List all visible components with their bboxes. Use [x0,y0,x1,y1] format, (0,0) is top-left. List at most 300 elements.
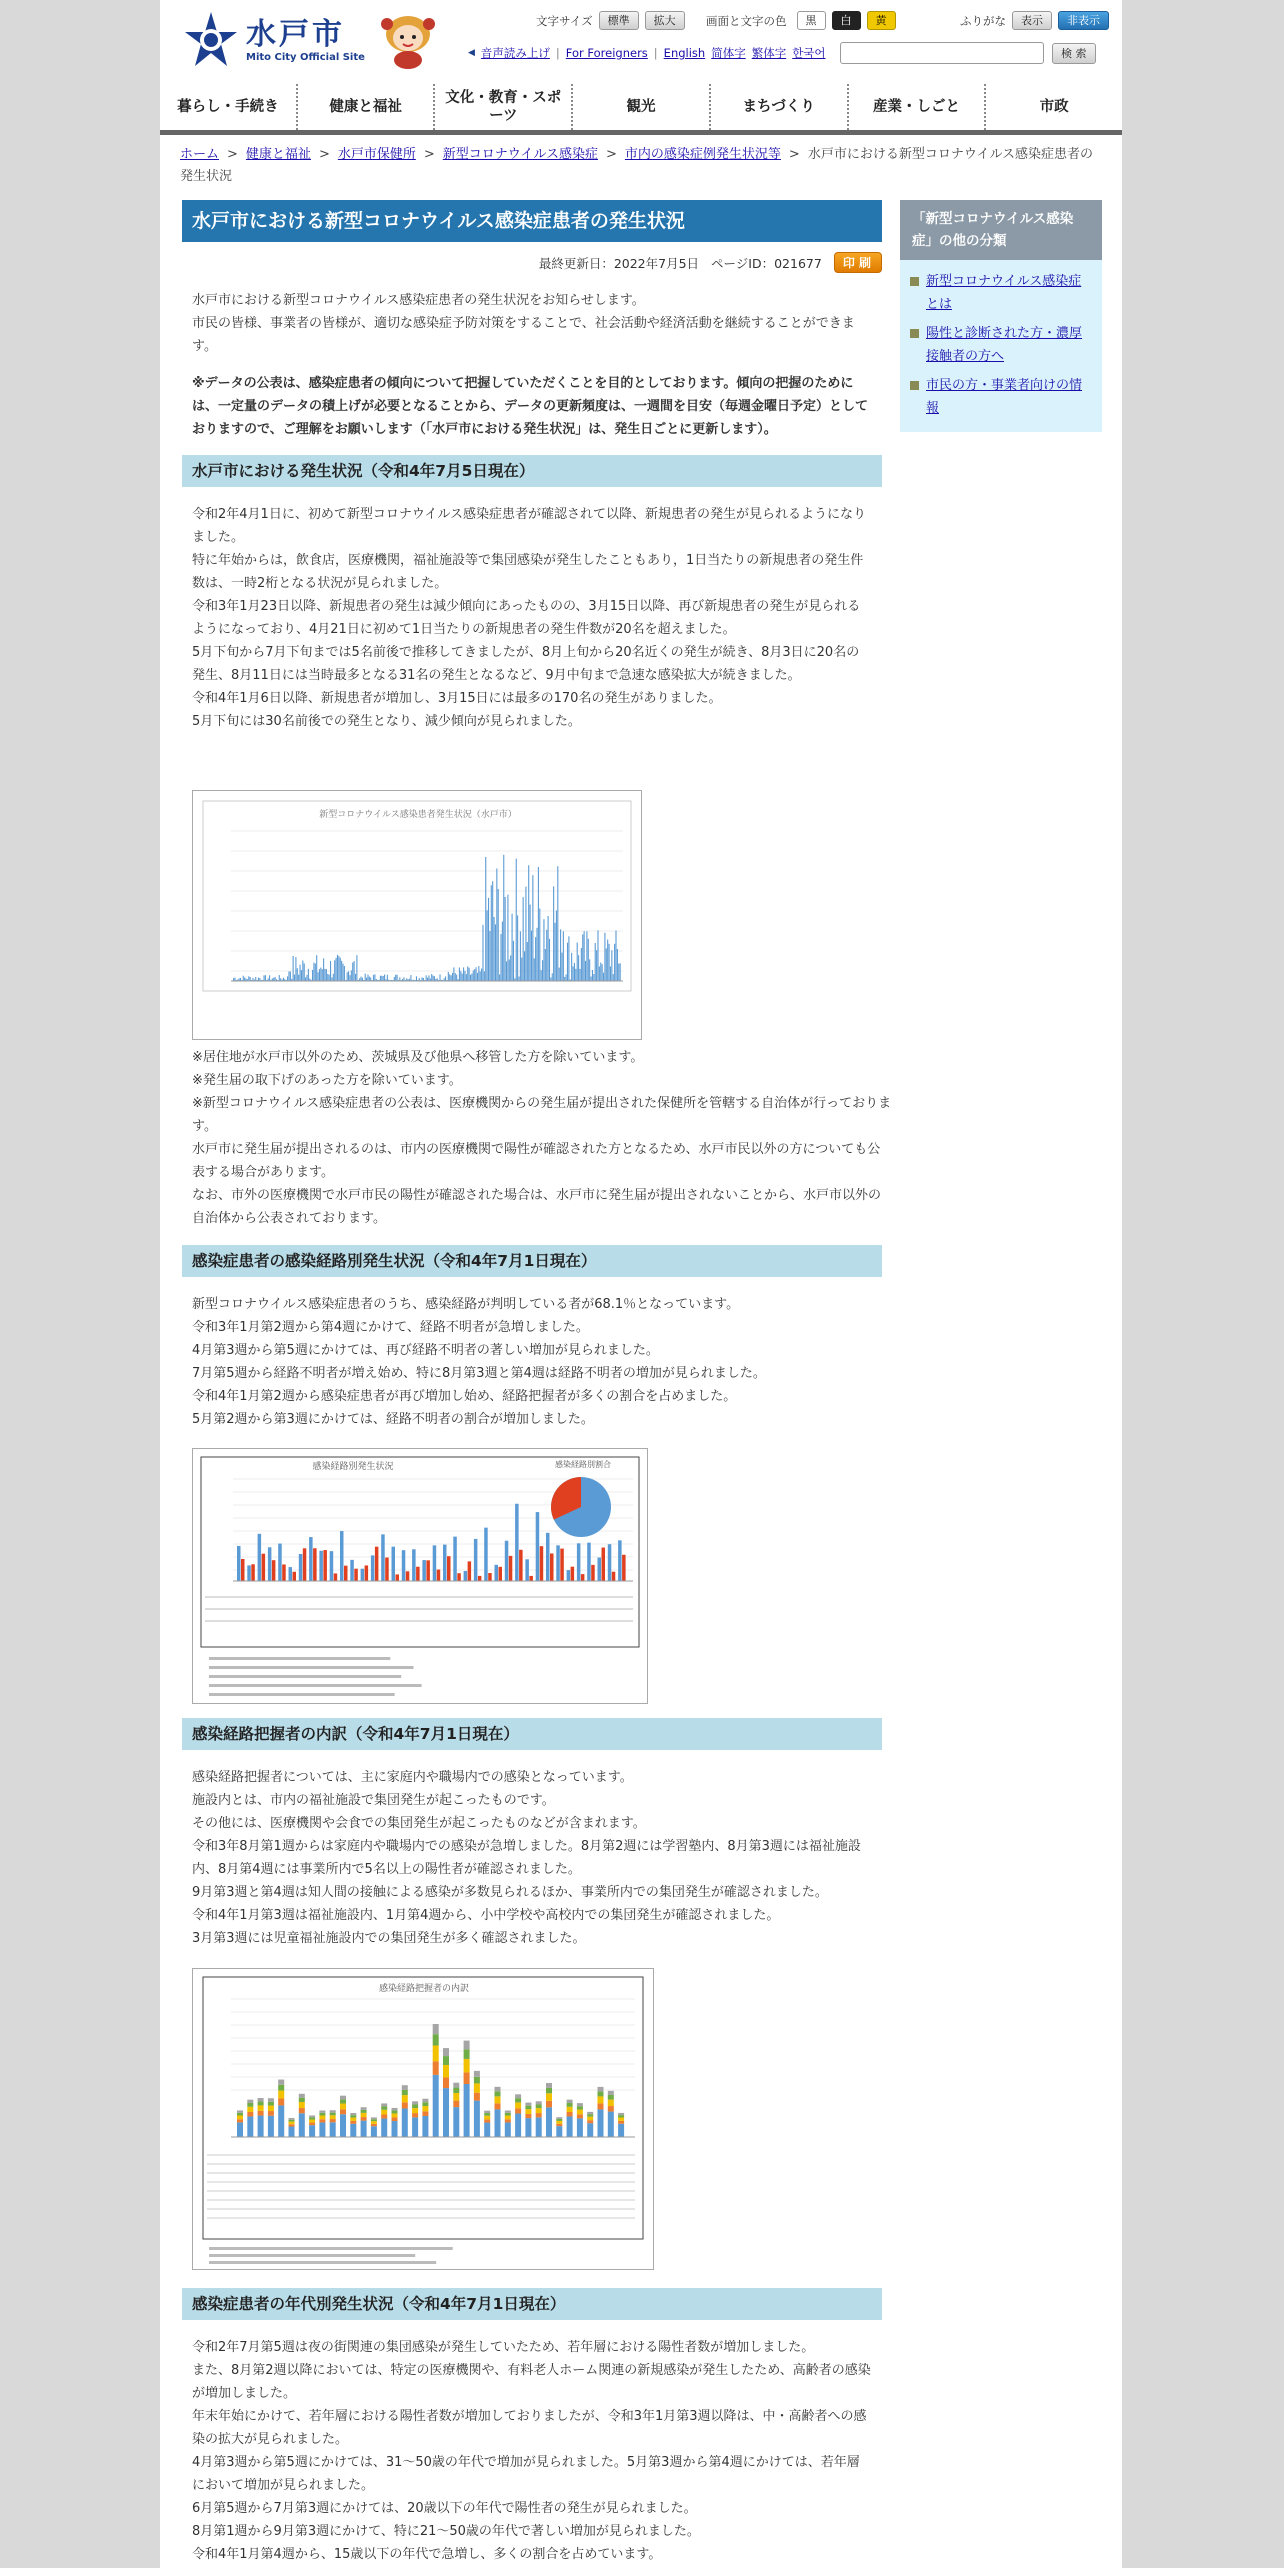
site-logo[interactable] [182,10,443,72]
daily-bar [287,976,288,981]
breadcrumb-case-status[interactable]: 市内の感染症例発生状況等 [624,147,781,162]
breakdown-bar-segment [268,2116,274,2137]
route-bar-known [309,1537,313,1581]
print-button[interactable] [834,252,882,273]
breadcrumb-current: 水戸市における新型コロナウイルス感染症患者の発生状況 [180,147,1094,184]
breakdown-bar-segment [505,2113,511,2116]
route-bar-known [618,1540,622,1581]
daily-bar [484,971,485,981]
daily-bar [509,960,510,981]
breadcrumb-covid[interactable]: 新型コロナウイルス感染症 [442,147,598,162]
note-line: なお、市外の医療機関で水戸市民の陽性が確認された場合は、水戸市に発生届が提出されないことから、水戸市以外の自治体から公表されております。 [192,1188,882,1226]
daily-bar [336,958,337,981]
nav-item-culture[interactable]: 文化・教育・スポーツ [435,84,573,130]
daily-bar [360,977,361,981]
daily-bar [326,969,327,981]
route-bar-unknown [282,1564,286,1581]
breadcrumb-health[interactable]: 健康と福祉 [245,147,311,162]
breakdown-bar-segment [340,2114,346,2137]
breakdown-bar-segment [474,2101,480,2137]
daily-bar [521,958,522,981]
daily-bar [355,974,356,981]
breakdown-bar-segment [618,2113,624,2115]
daily-bar [244,977,245,981]
breakdown-bar-segment [422,2116,428,2137]
note-line: ※発生届の取下げのあった方を除いています。 [192,1073,462,1088]
chart-title: 感染経路把握者の内訳 [378,1984,469,1994]
breakdown-bar-segment [371,2121,377,2124]
route-bar-unknown [457,1573,461,1581]
daily-bar [466,974,467,981]
section-heading: 感染経路把握者の内訳（令和4年7月1日現在） [182,1718,882,1750]
daily-bar [614,944,615,981]
breakdown-bar-segment [371,2119,377,2121]
font-size-large-button[interactable]: 拡大 [645,11,685,30]
sidebar-link-citizens[interactable]: 市民の方・事業者向けの情報 [926,378,1083,416]
daily-bar [510,955,511,981]
breakdown-bar-segment [433,2034,439,2045]
daily-cases-chart [192,790,642,1040]
text-line: 感染経路把握者については、主に家庭内や職場内での感染となっています。 [192,1770,633,1785]
daily-bar [370,977,371,981]
daily-bar [545,949,546,981]
route-bar-known [433,1545,437,1581]
daily-bar [607,940,608,981]
route-bar-known [515,1504,519,1581]
plot-border [203,801,631,991]
nav-item-health[interactable]: 健康と福祉 [298,84,436,130]
breakdown-bar-segment [247,2116,253,2137]
breakdown-bar-segment [536,2104,542,2108]
daily-bar [476,967,477,981]
section-text [192,1766,872,1950]
global-nav [160,84,1122,135]
note-line [209,1675,401,1678]
daily-bar [471,974,472,981]
breakdown-bar-segment [453,2093,459,2101]
breakdown-bar-segment [598,2096,604,2103]
breadcrumb-home[interactable]: ホーム [180,147,220,162]
route-bar-unknown [478,1576,482,1581]
daily-bar [581,948,582,981]
breakdown-bar-segment [412,2105,418,2109]
breakdown-plot [193,1969,653,2269]
daily-bar [394,977,395,981]
route-bar-unknown [519,1550,523,1581]
breakdown-bar-segment [443,2077,449,2088]
route-bar-known [319,1551,323,1581]
daily-bar [492,881,493,981]
daily-bar [548,916,549,981]
nav-item-tourism[interactable]: 観光 [573,84,711,130]
breakdown-bar-segment [330,2113,336,2116]
nav-item-industry[interactable]: 産業・しごと [849,84,987,130]
breakdown-bar-segment [422,2102,428,2106]
main-content [182,200,882,733]
daily-bar [541,970,542,981]
daily-bar [469,968,470,981]
note-line [209,2254,415,2257]
daily-bar [518,977,519,981]
sidebar-item [910,270,1092,316]
breakdown-bar-segment [567,2103,573,2107]
breakdown-bar-segment [525,2109,531,2114]
daily-bar [542,960,543,981]
speaker-icon: ◀ [468,48,475,58]
daily-bar [338,956,339,981]
daily-bar [595,943,596,981]
text-line: 9月第3週と第4週は知人間の接触による感染が多数見られるほか、事業所内での集団発生が確認されました。 [192,1885,828,1900]
breakdown-bar-segment [412,2108,418,2113]
nav-item-living[interactable]: 暮らし・手続き [160,84,298,130]
daily-bar [543,919,544,981]
route-bar-unknown [251,1564,255,1581]
breakdown-bar-segment [505,2116,511,2120]
route-bar-known [392,1547,396,1581]
text-line: 令和3年1月23日以降、新規患者の発生は減少傾向にあったものの、3月15日以降、再び新規患者の発生が見られるようになっており、4月21日に初めて1日当たりの新規患者の発生件数が20名を超えました。 [192,599,861,637]
route-bar-unknown [262,1554,266,1581]
daily-bar [448,972,449,981]
daily-bar [320,968,321,981]
sidebar-link-about[interactable]: 新型コロナウイルス感染症とは [926,274,1082,312]
breakdown-bar-segment [443,2048,449,2056]
text-line: 年末年始にかけて、若年層における陽性者数が増加しておりましたが、令和3年1月第3週以降は、中・高齢者への感染の拡大が見られました。 [192,2409,867,2447]
daily-bar [243,976,244,981]
breadcrumb-health-center[interactable]: 水戸市保健所 [337,147,416,162]
route-bar-known [268,1547,272,1581]
breakdown-bar-segment [587,2114,593,2117]
breakdown-bar-segment [577,2114,583,2118]
daily-bar [395,975,396,981]
note-line: ※居住地が水戸市以外のため、茨城県及び他県へ移管した方を除いています。 [192,1050,644,1065]
breakdown-bar-segment [268,2106,274,2111]
route-bar-unknown [375,1547,379,1581]
breakdown-bar-segment [330,2122,336,2137]
route-bar-known [422,1560,426,1581]
daily-bar [451,975,452,981]
route-bar-known [577,1543,581,1581]
daily-bar [617,949,618,981]
breakdown-bar-segment [392,2108,398,2111]
note-line [209,2247,453,2250]
breakdown-bar-segment [361,2107,367,2110]
chart-title: 新型コロナウイルス感染患者発生状況（水戸市） [319,810,517,820]
daily-bar [528,865,529,981]
breakdown-bar-segment [525,2118,531,2137]
lang-zh-cn-link[interactable]: 简体字 [711,46,746,60]
daily-bar [571,953,572,981]
daily-bar [530,905,531,981]
breakdown-bar-segment [237,2119,243,2122]
breakdown-bar-segment [495,2087,501,2092]
sidebar [900,200,1102,432]
breakdown-bar-segment [464,2084,470,2137]
breakdown-bar-segment [598,2103,604,2109]
sidebar-item [910,374,1092,420]
text-line: 新型コロナウイルス感染症患者のうち、感染経路が判明している者が68.1％となっています。 [192,1297,740,1312]
daily-bar [602,964,603,981]
note-line [209,1666,414,1669]
daily-bar [561,953,562,981]
color-controls [706,11,896,30]
breakdown-bar-segment [412,2117,418,2137]
breakdown-bar-segment [258,2098,264,2102]
text-line: 5月第2週から第3週にかけては、経路不明者の割合が増加しました。 [192,1412,594,1427]
route-bar-unknown [365,1565,369,1581]
search-input[interactable] [840,42,1044,64]
page-meta [182,252,882,273]
route-bar-known [453,1537,457,1581]
nav-item-town[interactable]: まちづくり [711,84,849,130]
daily-bar [609,944,610,981]
daily-bar [574,963,575,981]
breakdown-bar-segment [319,2113,325,2116]
route-bar-unknown [293,1572,297,1581]
breakdown-bar-segment [402,2090,408,2095]
route-bar-known [237,1546,241,1581]
breakdown-bar-segment [484,2119,490,2122]
daily-bar [480,971,481,981]
section-heading: 水戸市における発生状況（令和4年7月5日現在） [182,455,882,487]
breakdown-bar-segment [546,2088,552,2093]
daily-bar [234,978,235,981]
breakdown-bar-segment [268,2098,274,2101]
note-line [209,1693,395,1696]
daily-bar [502,921,503,981]
route-bar-unknown [396,1574,400,1581]
route-bar-known [546,1533,550,1581]
sidebar-heading: 「新型コロナウイルス感染症」の他の分類 [900,200,1102,260]
breakdown-bar-segment [381,2103,387,2106]
breakdown-bar-segment [340,2109,346,2114]
route-bar-unknown [272,1560,276,1581]
daily-bar [600,962,601,981]
furigana-hide-button[interactable]: 非表示 [1058,11,1109,30]
color-black-button[interactable]: 黒 [797,11,826,30]
breakdown-bar-segment [556,2117,562,2119]
breakdown-bar-segment [237,2113,243,2116]
daily-bar [265,975,266,981]
daily-bar [304,963,305,981]
note-line [209,1684,422,1687]
breakdown-bar-segment [258,2105,264,2110]
section-text [192,1293,872,1431]
daily-bar [505,897,506,981]
breakdown-bar-segment [608,2091,614,2095]
breakdown-bar-segment [361,2113,367,2117]
daily-bar [593,974,594,981]
breakdown-bar-segment [495,2109,501,2137]
daily-bar [431,974,432,981]
daily-bar [559,968,560,981]
route-bar-known [258,1534,262,1581]
font-size-standard-button[interactable]: 標準 [599,11,639,30]
breakdown-bar-segment [247,2100,253,2103]
daily-bar [564,977,565,981]
breakdown-bar-segment [319,2110,325,2112]
lang-ko-link[interactable]: 한국어 [792,46,826,60]
daily-bar [477,973,478,981]
daily-bar [294,975,295,981]
daily-bar [488,898,489,981]
daily-bar [421,977,422,981]
daily-bar [592,970,593,981]
text-line: 令和4年1月第2週から感染症患者が再び増加し始め、経路把握者が多くの割合を占めました。 [192,1389,737,1404]
audio-read-link[interactable]: 音声読み上げ [480,46,550,60]
section-route [182,1245,882,1431]
daily-bar [568,936,569,981]
breakdown-bar-segment [618,2124,624,2137]
daily-bar [503,855,504,981]
route-bar-known [443,1545,447,1581]
route-bar-unknown [334,1573,338,1581]
daily-bar [557,866,558,981]
breakdown-bar-segment [309,2123,315,2126]
breakdown-bar-segment [412,2101,418,2104]
breakdown-bar-segment [330,2115,336,2119]
route-bar-unknown [385,1558,389,1581]
daily-bar [567,943,568,981]
breakdown-bar-segment [278,2105,284,2137]
breakdown-bar-segment [536,2113,542,2117]
daily-bar [506,961,507,981]
daily-bar [596,950,597,981]
route-bar-known [484,1528,488,1581]
daily-bar [300,965,301,981]
daily-bar [538,867,539,981]
breakdown-bar-segment [598,2109,604,2137]
daily-bar [316,955,317,981]
daily-bar [478,966,479,981]
breakdown-bar-segment [608,2100,614,2106]
breakdown-bar-segment [515,2114,521,2137]
route-bar-known [587,1543,591,1581]
daily-cases-plot [193,791,641,1039]
breakdown-bar-segment [433,2061,439,2075]
daily-bar [550,977,551,981]
route-bar-known [381,1534,385,1581]
daily-bar [403,977,404,981]
breakdown-bar-segment [464,2041,470,2050]
breakdown-bar-segment [443,2065,449,2077]
route-bar-unknown [313,1548,317,1581]
daily-bar [288,972,289,981]
breakdown-bar-segment [556,2121,562,2124]
route-bar-unknown [612,1572,616,1581]
section-heading: 感染症患者の年代別発生状況（令和4年7月1日現在） [182,2288,882,2320]
breakdown-bar-segment [268,2102,274,2106]
route-bar-known [278,1544,282,1581]
breakdown-bar-segment [422,2106,428,2111]
text-line: 令和4年1月第3週は福祉施設内、1月第4週から、小中学校や高校内での集団発生が確認されました。 [192,1908,780,1923]
nav-item-city-admin[interactable]: 市政 [1039,99,1069,115]
breakdown-bar-segment [258,2111,264,2116]
daily-bar [532,875,533,981]
text-line: 令和4年1月6日以降、新規患者が増加し、3月15日には最多の170名の発生がありました。 [192,691,722,706]
daily-bar [553,886,554,981]
daily-bar [399,977,400,981]
breakdown-bar-segment [268,2111,274,2116]
route-bar-unknown [488,1573,492,1581]
breakdown-bar-segment [278,2090,284,2098]
daily-bar [463,967,464,981]
search-button[interactable]: 検 索 [1052,43,1096,64]
daily-bar [381,976,382,981]
daily-bar [295,957,296,981]
daily-bar [445,976,446,981]
lang-english-link[interactable]: English [663,46,706,60]
daily-bar [589,959,590,981]
breakdown-bar-segment [443,2056,449,2065]
daily-bar [275,977,276,981]
route-bar-known [361,1569,365,1581]
color-white-button[interactable]: 白 [832,11,861,30]
daily-bar [500,934,501,981]
daily-bar [410,975,411,981]
route-bar-unknown [540,1546,544,1581]
daily-bar [495,924,496,981]
daily-bar [525,887,526,981]
breakdown-bar-segment [309,2115,315,2117]
breakdown-bar-segment [505,2122,511,2137]
daily-bar [462,974,463,981]
breakdown-bar-segment [464,2059,470,2072]
daily-bar [356,955,357,981]
daily-bar [297,968,298,981]
daily-bar [498,889,499,981]
breakdown-bar-segment [247,2112,253,2116]
route-bar-known [289,1567,293,1581]
breakdown-bar-segment [278,2085,284,2091]
for-foreigners-link[interactable]: For Foreigners [565,46,648,60]
sidebar-link-positive[interactable]: 陽性と診断された方・濃厚接触者の方へ [926,326,1083,364]
breakdown-bar-segment [371,2117,377,2119]
breakdown-bar-segment [546,2101,552,2107]
daily-bar [618,963,619,981]
breakdown-bar-segment [402,2095,408,2102]
breakdown-bar-segment [392,2121,398,2137]
breadcrumb: ホーム > 健康と福祉 > 水戸市保健所 > 新型コロナウイルス感染症 > 市内の感染症例発生状況等 > 水戸市における新型コロナウイルス感染症患者の発生状況 [180,147,1094,184]
daily-bar [487,910,488,981]
breakdown-bar-segment [299,2098,305,2102]
breakdown-bar-segment [608,2106,614,2112]
breakdown-bar-segment [608,2095,614,2100]
color-yellow-button[interactable]: 黄 [867,11,896,30]
page [160,0,1122,2568]
text-line: 4月第3週から第5週にかけては、再び経路不明者の著しい増加が見られました。 [192,1343,659,1358]
daily-bar [319,969,320,981]
route-bar-unknown [499,1567,503,1581]
breakdown-bar-segment [495,2096,501,2103]
breakdown-bar-segment [392,2111,398,2114]
daily-bar [373,975,374,981]
breakdown-bar-segment [567,2107,573,2112]
daily-bar [305,977,306,981]
lang-zh-tw-link[interactable]: 繁体字 [751,46,787,60]
mascot-icon [373,12,443,70]
text-line: 令和3年1月第2週から第4週にかけて、経路不明者が急増しました。 [192,1320,589,1335]
daily-bar [474,969,475,981]
daily-bar [318,972,319,981]
daily-bar [341,961,342,981]
breakdown-bar-segment [443,2088,449,2137]
daily-bar [620,963,621,981]
daily-bar [464,971,465,981]
furigana-show-button[interactable]: 表示 [1012,11,1052,30]
daily-bar [302,961,303,981]
bullet-icon [910,381,919,390]
route-bar-known [495,1565,499,1581]
